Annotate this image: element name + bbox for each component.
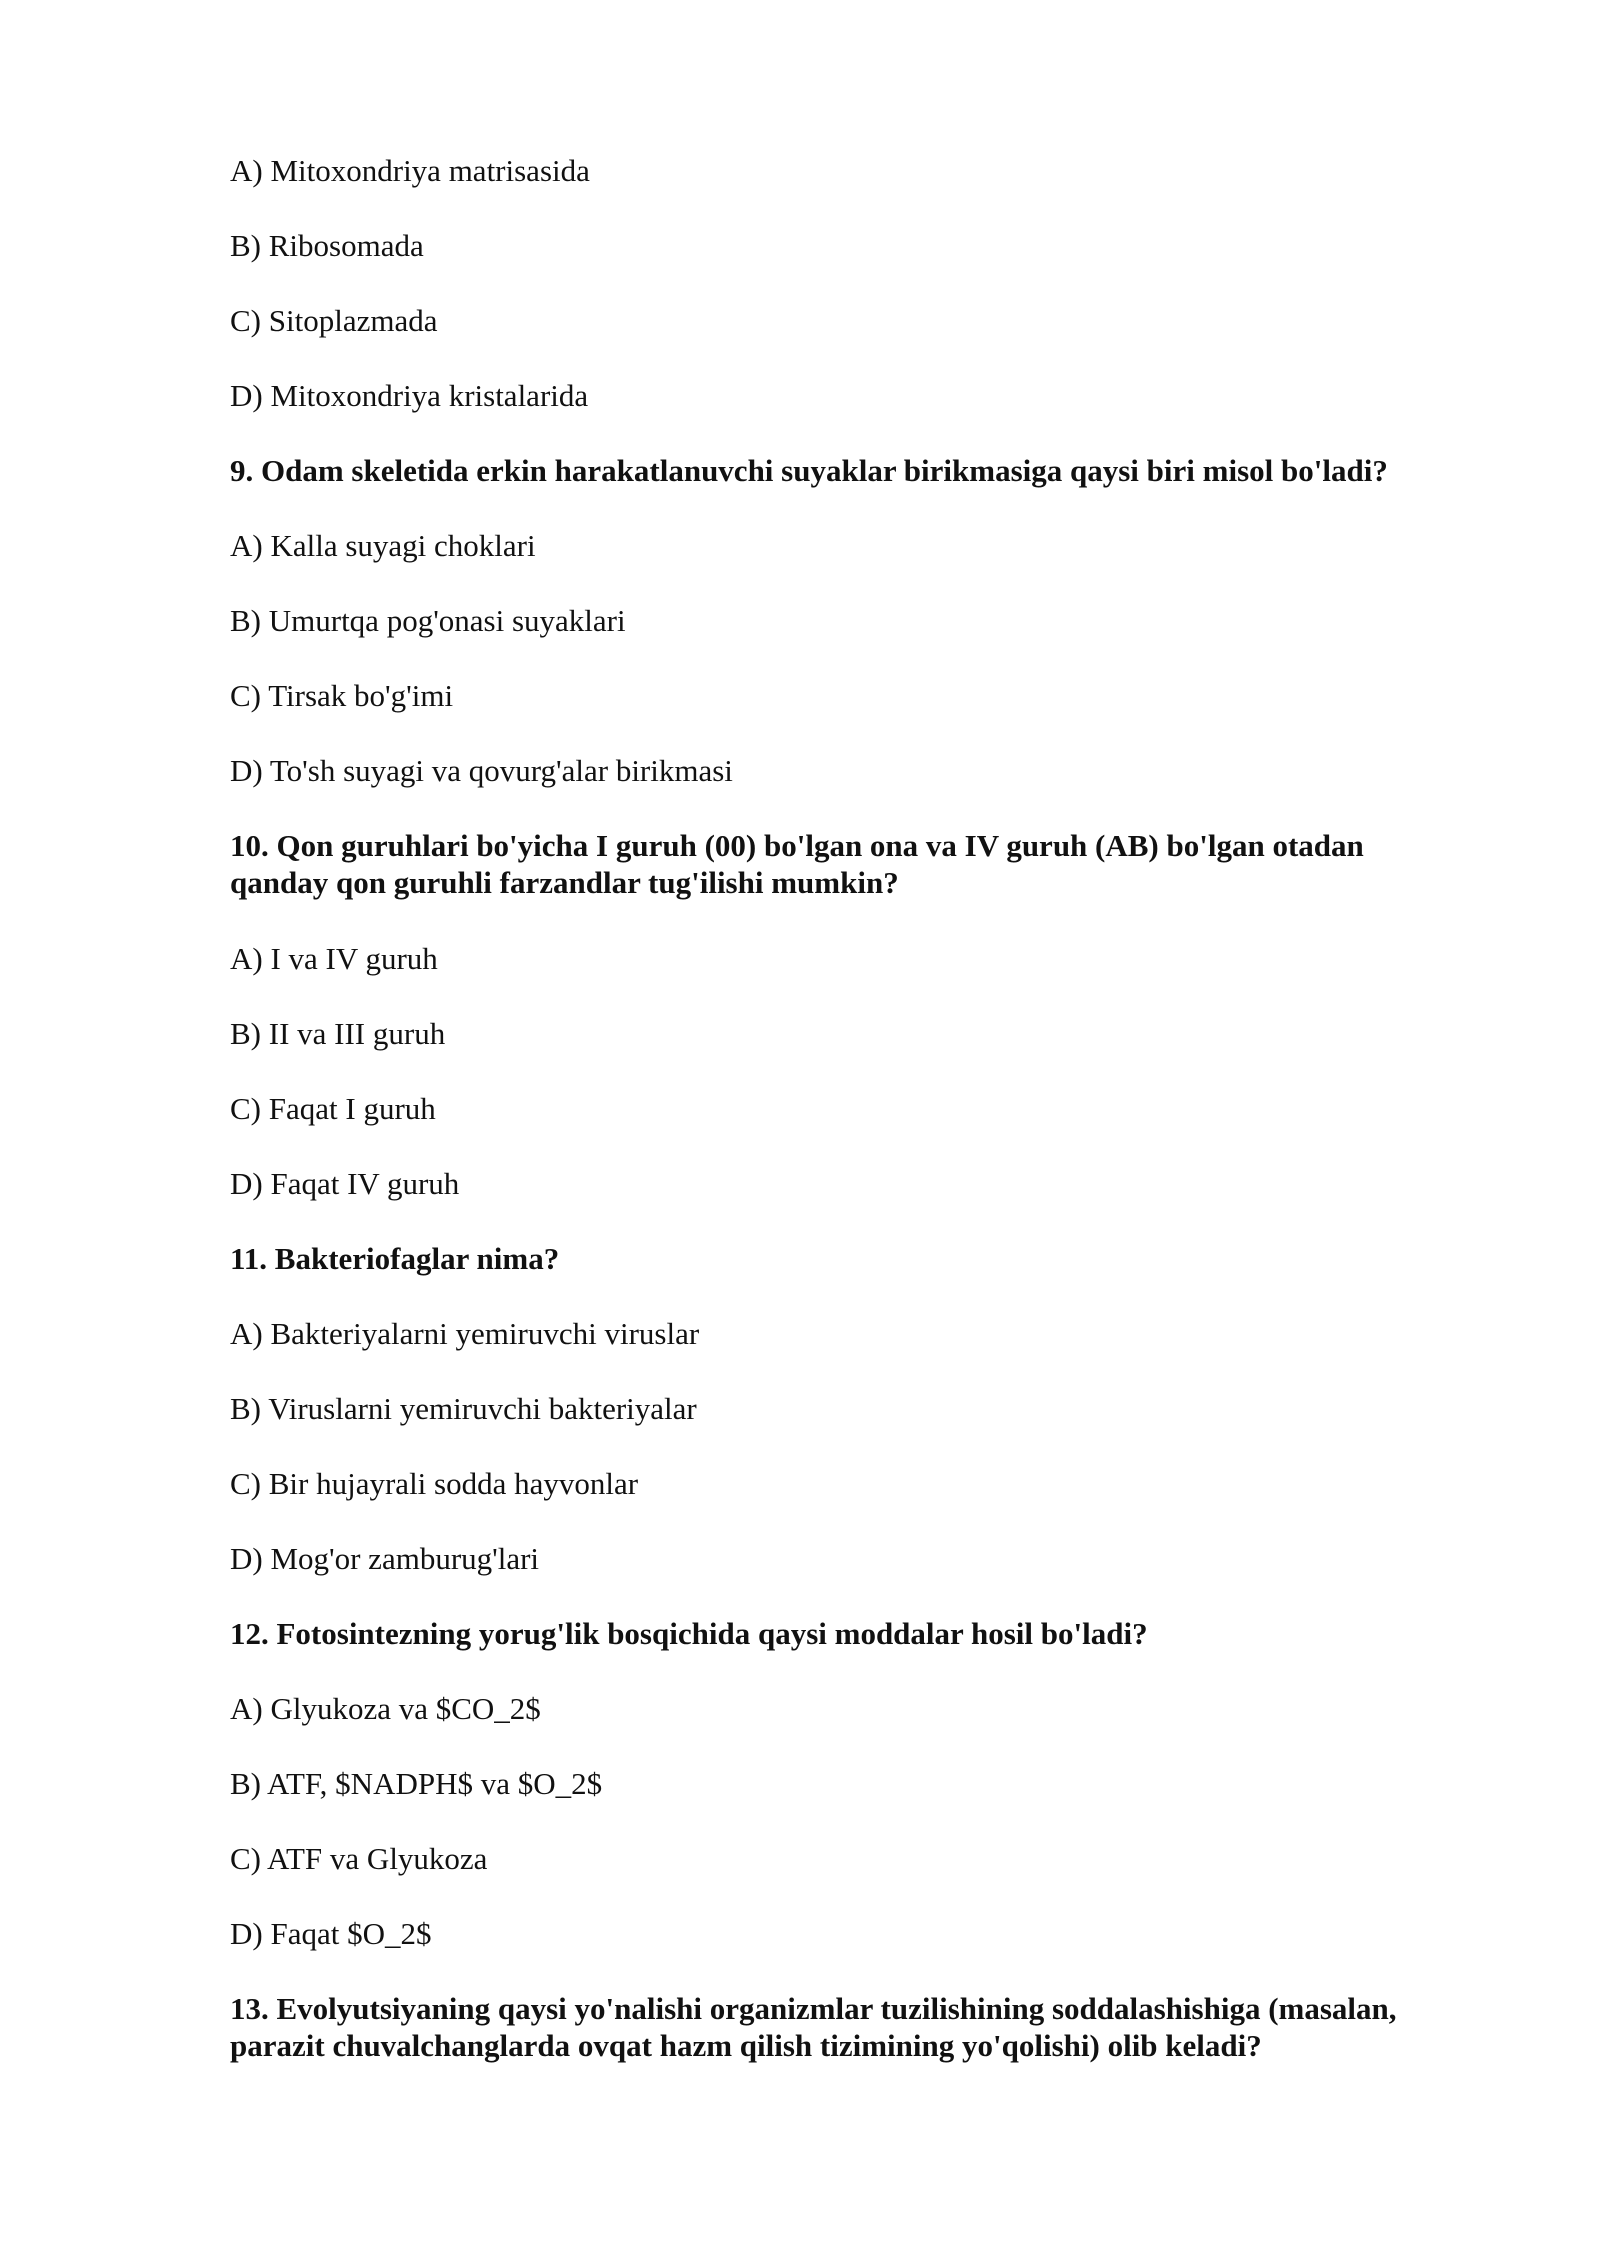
q9-option-d: D) To'sh suyagi va qovurg'alar birikmasi [230, 753, 733, 788]
q10-question-line-1: 10. Qon guruhlari bo'yicha I guruh (00) bo'lgan ona va IV guruh (AB) bo'lgan otadan [230, 828, 1364, 863]
q8-option-a: A) Mitoxondriya matrisasida [230, 153, 590, 188]
q12-option-d: D) Faqat $O_2$ [230, 1916, 432, 1951]
q9-option-a: A) Kalla suyagi choklari [230, 528, 536, 563]
q10-option-d: D) Faqat IV guruh [230, 1166, 460, 1201]
q11-option-d: D) Mog'or zamburug'lari [230, 1541, 540, 1576]
q10-option-a: A) I va IV guruh [230, 941, 438, 976]
q10-question-line-2: qanday qon guruhli farzandlar tug'ilishi mumkin? [230, 865, 899, 900]
q11-question: 11. Bakteriofaglar nima? [230, 1241, 560, 1276]
q9-question: 9. Odam skeletida erkin harakatlanuvchi suyaklar birikmasiga qaysi biri misol bo'ladi? [230, 453, 1388, 488]
q12-option-a: A) Glyukoza va $CO_2$ [230, 1691, 541, 1726]
q12-question: 12. Fotosintezning yorug'lik bosqichida qaysi moddalar hosil bo'ladi? [230, 1616, 1148, 1651]
q12-option-c: C) ATF va Glyukoza [230, 1841, 488, 1876]
q8-option-b: B) Ribosomada [230, 228, 424, 263]
q8-option-c: C) Sitoplazmada [230, 303, 438, 338]
q10-option-b: B) II va III guruh [230, 1016, 446, 1051]
q12-option-b: B) ATF, $NADPH$ va $O_2$ [230, 1766, 603, 1801]
q10-option-c: C) Faqat I guruh [230, 1091, 436, 1126]
q13-question-line-1: 13. Evolyutsiyaning qaysi yo'nalishi organizmlar tuzilishining soddalashishiga (masalan, [230, 1991, 1397, 2026]
q13-question-line-2: parazit chuvalchanglarda ovqat hazm qilish tizimining yo'qolishi) olib keladi? [230, 2028, 1262, 2063]
q9-option-c: C) Tirsak bo'g'imi [230, 678, 454, 713]
q11-option-a: A) Bakteriyalarni yemiruvchi viruslar [230, 1316, 700, 1351]
q8-option-d: D) Mitoxondriya kristalarida [230, 378, 589, 413]
q11-option-b: B) Viruslarni yemiruvchi bakteriyalar [230, 1391, 697, 1426]
q11-option-c: C) Bir hujayrali sodda hayvonlar [230, 1466, 639, 1501]
q9-option-b: B) Umurtqa pog'onasi suyaklari [230, 603, 626, 638]
